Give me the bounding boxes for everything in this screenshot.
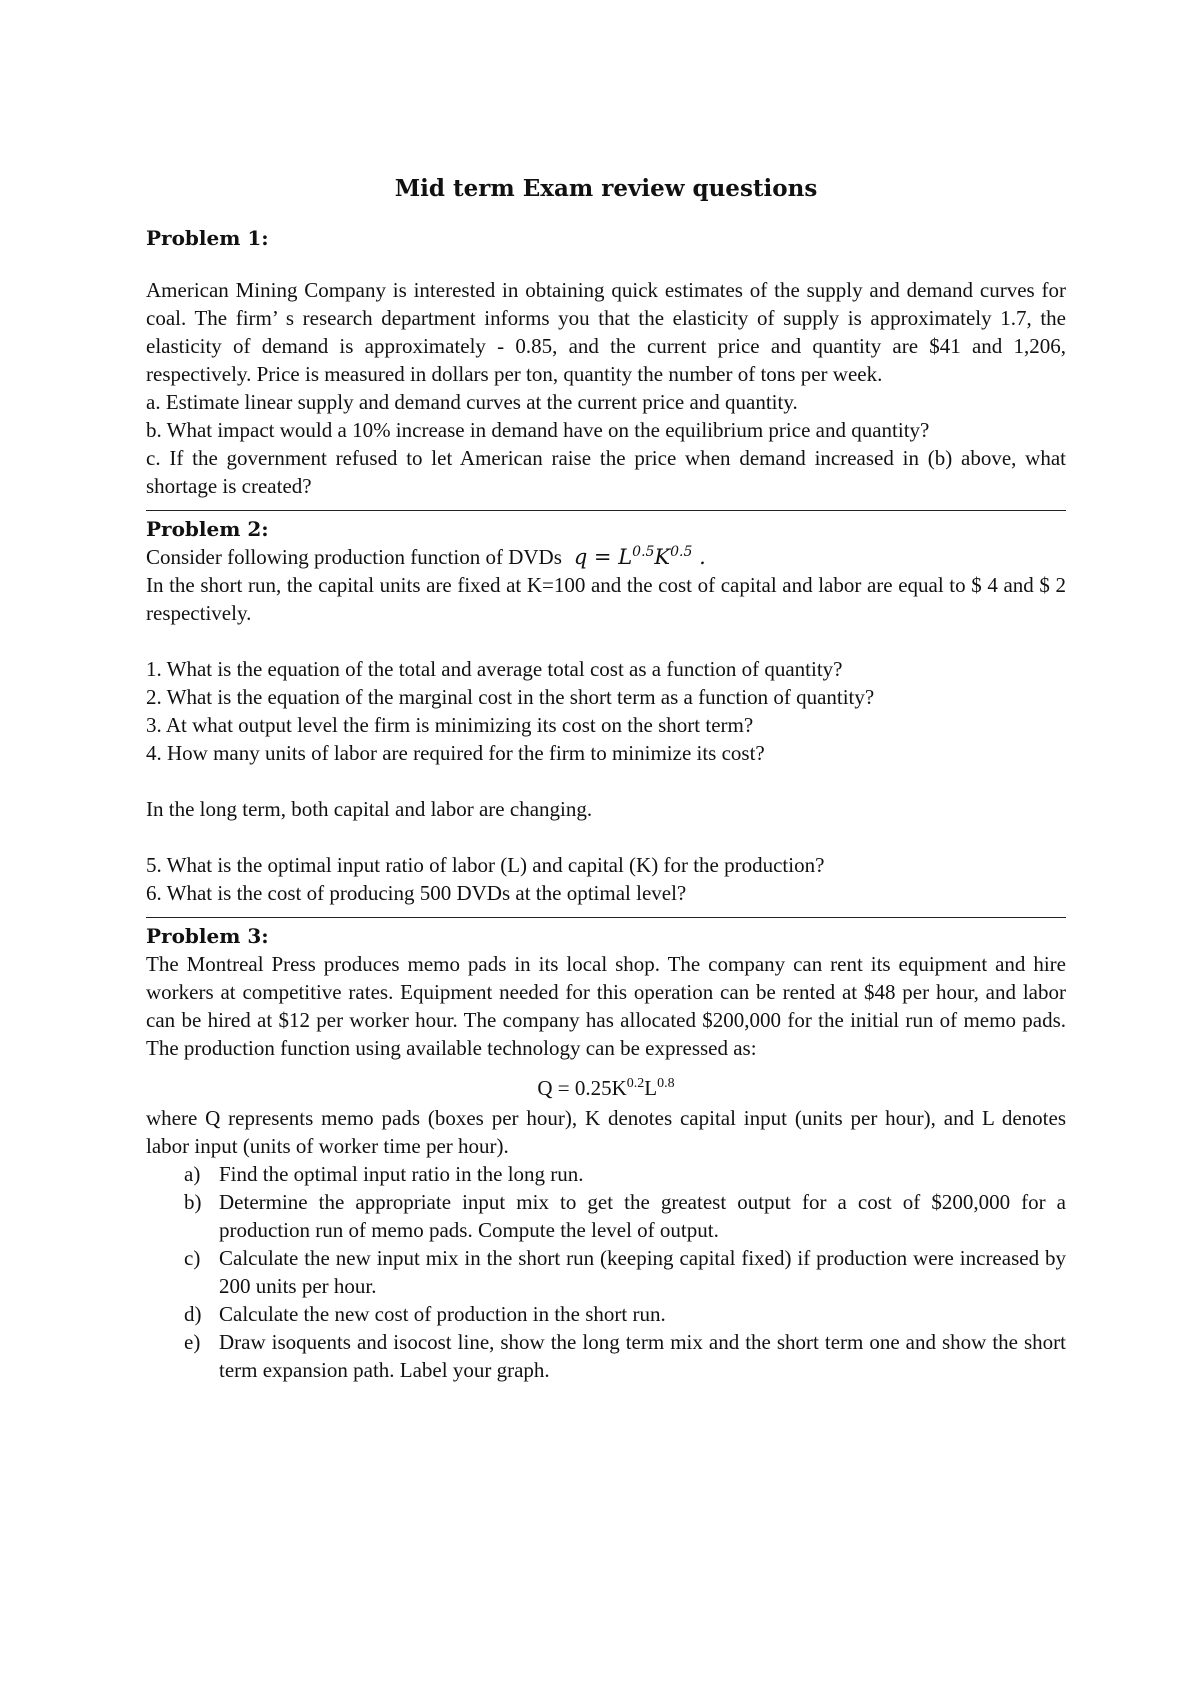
problem-1-question-c: c. If the government refused to let American raise the price when demand increased in (b) above, what shortage is created?	[146, 446, 1066, 498]
problem-3-question-list	[146, 1160, 1066, 1384]
problem-2-question-6: 6. What is the cost of producing 500 DVDs at the optimal level?	[146, 881, 687, 905]
document-page	[146, 172, 1066, 1384]
problem-1-intro: American Mining Company is interested in obtaining quick estimates of the supply and demand curves for coal. The firm’ s research department informs you that the elasticity of supply is approximately 1.7, the elasticity of demand is approximately - 0.85, and the current price and quantity are $41 and 1,206, respectively. Price is measured in dollars per ton, quantity the number of tons per week.	[146, 278, 1066, 386]
list-item: e) Draw isoquents and isocost line, show the long term mix and the short term one and show the short term expansion path. Label your graph.	[184, 1330, 1066, 1382]
problem-2-heading: Problem 2:	[146, 517, 269, 541]
problem-2-question-5: 5. What is the optimal input ratio of labor (L) and capital (K) for the production?	[146, 853, 825, 877]
problem-2-question-3: 3. At what output level the firm is minimizing its cost on the short term?	[146, 713, 754, 737]
problem-2-short-run: In the short run, the capital units are fixed at K=100 and the cost of capital and labor are equal to $ 4 and $ 2 respectively.	[146, 573, 1066, 625]
problem-3-production-formula: $Q = 0.25K^{0.2}L^{0.8}$	[537, 1076, 675, 1100]
page-title: Mid term Exam review questions	[394, 175, 818, 202]
list-item: a) Find the optimal input ratio in the long run.	[184, 1162, 584, 1186]
list-item: b) Determine the appropriate input mix to get the greatest output for a cost of $200,000 for a production run of memo pads. Compute the level of output.	[184, 1190, 1066, 1242]
problem-2-question-2: 2. What is the equation of the marginal cost in the short term as a function of quantity?	[146, 685, 875, 709]
production-function-formula: $q = L^{0.5}K^{0.5}$ .	[573, 544, 706, 569]
problem-2-lead	[146, 543, 1066, 571]
list-item: d) Calculate the new cost of production in the short run.	[184, 1302, 666, 1326]
section-divider	[146, 917, 1066, 918]
problem-2-long-term: In the long term, both capital and labor are changing.	[146, 797, 593, 821]
problem-1-question-a: a. Estimate linear supply and demand curves at the current price and quantity.	[146, 390, 798, 414]
problem-1-heading: Problem 1:	[146, 226, 269, 250]
problem-2-question-1: 1. What is the equation of the total and average total cost as a function of quantity?	[146, 657, 843, 681]
problem-3-heading: Problem 3:	[146, 924, 269, 948]
section-divider	[146, 510, 1066, 511]
problem-3-intro: The Montreal Press produces memo pads in its local shop. The company can rent its equipment and hire workers at competitive rates. Equipment needed for this operation can be rented at $48 per hour, and labor can be hired at $12 per worker hour. The company has allocated $200,000 for the initial run of memo pads. The production function using available technology can be expressed as:	[146, 952, 1066, 1060]
problem-3-variable-definitions: where Q represents memo pads (boxes per hour), K denotes capital input (units per hour), and L denotes labor input (units of worker time per hour).	[146, 1106, 1066, 1158]
problem-2-question-4: 4. How many units of labor are required for the firm to minimize its cost?	[146, 741, 765, 765]
list-item: c) Calculate the new input mix in the short run (keeping capital fixed) if production were increased by 200 units per hour.	[184, 1246, 1066, 1298]
problem-2-lead-text: Consider following production function of DVDs	[146, 545, 562, 569]
problem-1-question-b: b. What impact would a 10% increase in demand have on the equilibrium price and quantity?	[146, 418, 930, 442]
